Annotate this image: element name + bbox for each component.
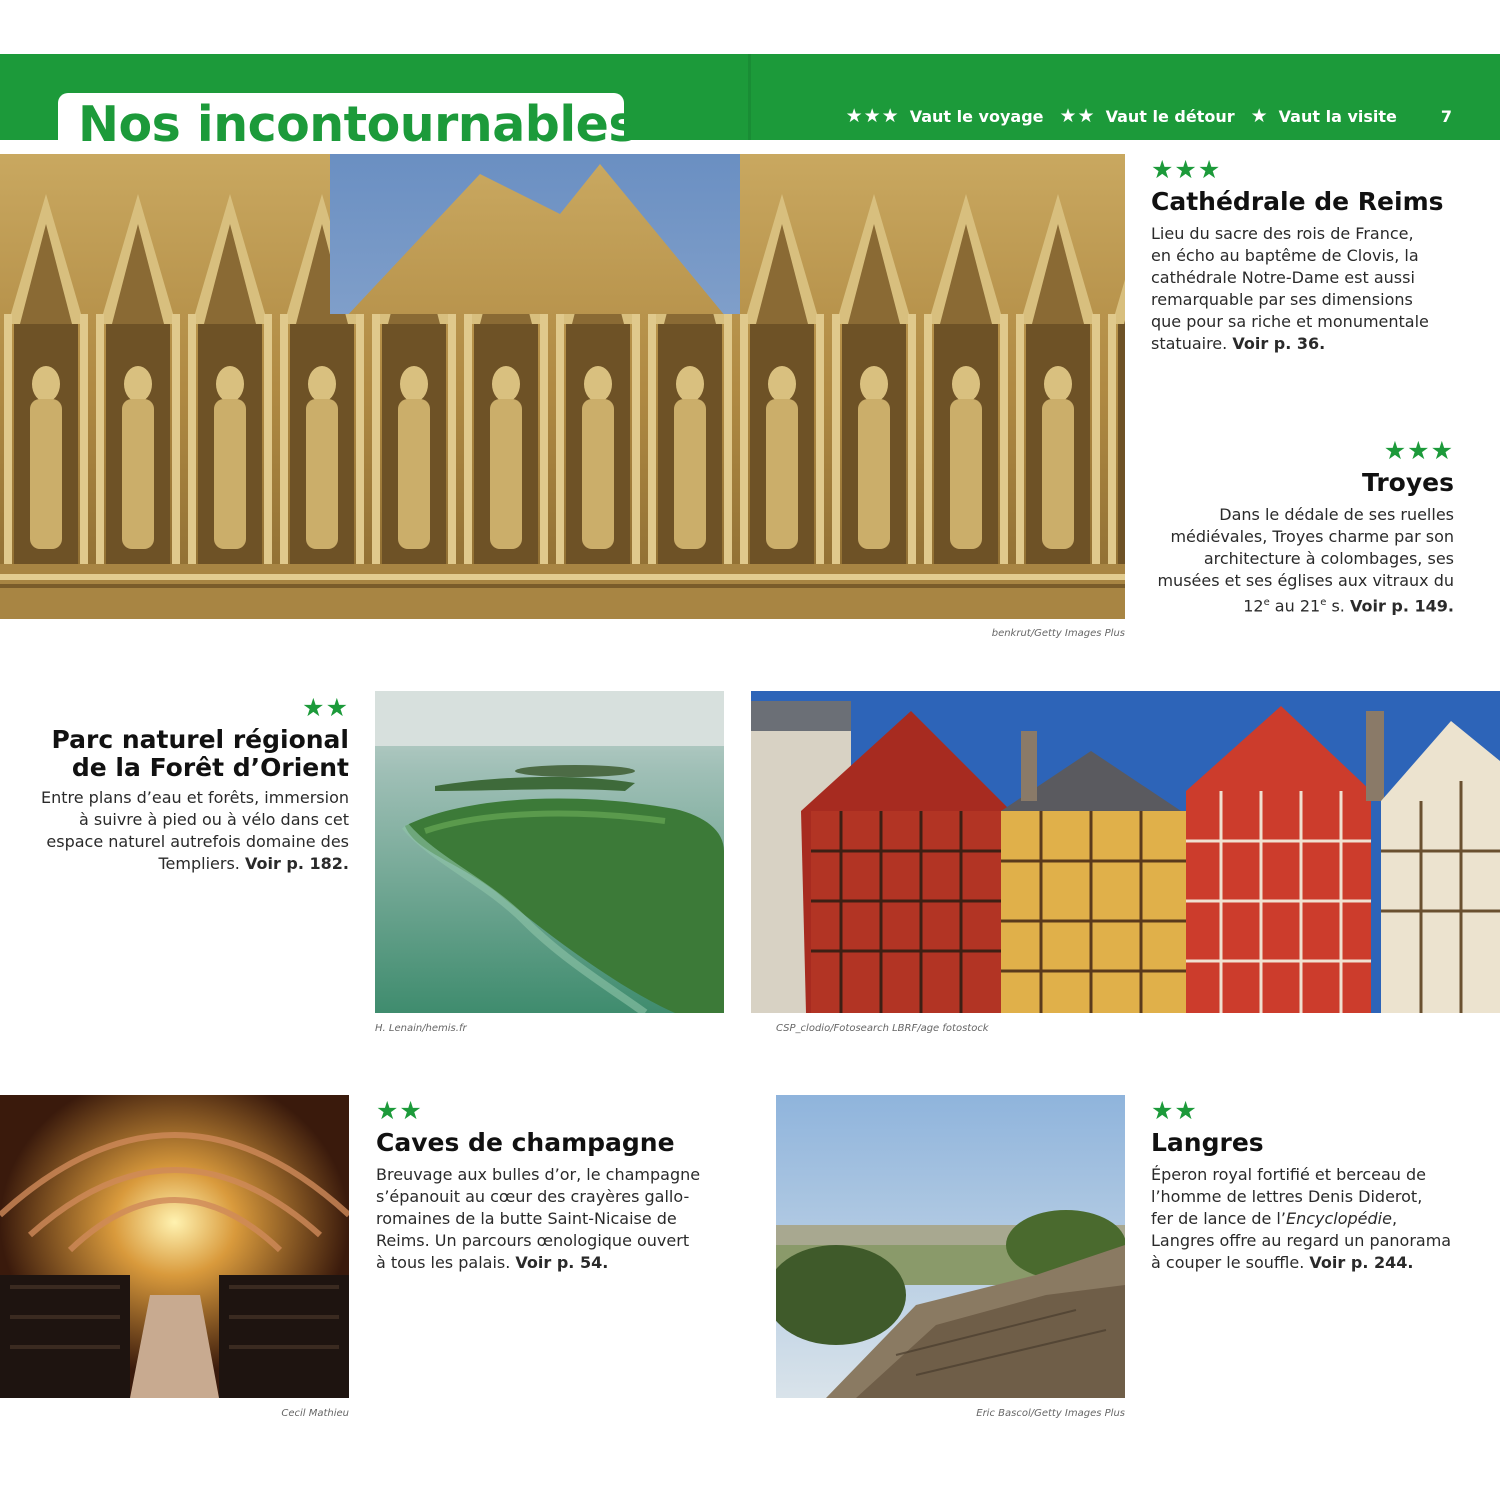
photo-credit-langres: Eric Bascol/Getty Images Plus	[976, 1408, 1125, 1419]
legend-label-voyage: Vaut le voyage	[909, 106, 1044, 126]
desc-line: s.	[1326, 596, 1345, 616]
desc-line: Templiers.	[158, 854, 240, 873]
desc-line: Éperon royal fortifié et berceau de	[1151, 1165, 1426, 1184]
desc-line: à tous les palais.	[376, 1253, 511, 1272]
desc-line: à suivre à pied ou à vélo dans cet	[79, 810, 349, 829]
century-number: 12	[1243, 596, 1264, 616]
desc-line: espace naturel autrefois domaine des	[46, 832, 349, 851]
entry-description	[1134, 504, 1454, 617]
two-stars-icon: ★★	[376, 1096, 423, 1125]
page-gutter	[748, 54, 751, 140]
star-legend	[846, 104, 1452, 128]
desc-line: Lieu du sacre des rois de France,	[1151, 224, 1414, 243]
photo-credit-cellar: Cecil Mathieu	[281, 1408, 349, 1419]
desc-line: en écho au baptême de Clovis, la	[1151, 246, 1419, 265]
page-reference: Voir p. 54.	[515, 1253, 609, 1272]
two-stars-icon: ★★	[1151, 1096, 1198, 1125]
page-reference: Voir p. 182.	[244, 854, 349, 873]
desc-line: que pour sa riche et monumentale	[1151, 312, 1429, 331]
legend-one-star-icon: ★	[1250, 105, 1269, 127]
entry-langres	[1151, 1097, 1471, 1274]
desc-line: ,	[1391, 1209, 1398, 1228]
cathedral-photo	[0, 154, 1125, 619]
entry-cathedrale-reims	[1151, 156, 1471, 355]
ordinal-suffix: e	[1320, 597, 1327, 608]
desc-line: cathédrale Notre-Dame est aussi	[1151, 268, 1415, 287]
champagne-cellar-photo	[0, 1095, 349, 1398]
desc-line: Entre plans d’eau et forêts, immersion	[41, 788, 349, 807]
photo-credit-lake: H. Lenain/hemis.fr	[375, 1023, 467, 1034]
entry-title	[19, 726, 349, 782]
century-number: au 21	[1269, 596, 1321, 616]
two-stars-icon: ★★	[302, 693, 349, 722]
photo-credit-houses: CSP_clodio/Fotosearch LBRF/age fotostock	[776, 1023, 989, 1034]
entry-caves-champagne	[376, 1097, 716, 1274]
desc-line: musées et ses églises aux vitraux du	[1157, 571, 1454, 590]
legend-label-detour: Vaut le détour	[1105, 106, 1235, 126]
three-stars-icon: ★★★	[1151, 155, 1222, 184]
legend-two-stars-icon: ★★	[1059, 105, 1096, 127]
desc-line: médiévales, Troyes charme par son	[1170, 527, 1454, 546]
photo-credit-cathedral: benkrut/Getty Images Plus	[991, 628, 1125, 639]
desc-line: Breuvage aux bulles d’or, le champagne	[376, 1165, 701, 1184]
page-reference: Voir p. 36.	[1232, 334, 1326, 353]
entry-description	[1151, 223, 1471, 355]
title-line: Parc naturel régional	[51, 725, 349, 754]
entry-title: Troyes	[1362, 468, 1454, 497]
desc-line: s’épanouit au cœur des crayères gallo-	[376, 1187, 690, 1206]
entry-troyes	[1134, 437, 1454, 617]
entry-description	[19, 787, 349, 875]
page-number: 7	[1440, 106, 1452, 126]
entry-description	[1151, 1164, 1471, 1274]
langres-panorama-photo	[776, 1095, 1125, 1398]
three-stars-icon: ★★★	[1383, 436, 1454, 465]
entry-title: Cathédrale de Reims	[1151, 187, 1444, 216]
desc-line: Reims. Un parcours œnologique ouvert	[376, 1231, 690, 1250]
entry-title: Langres	[1151, 1128, 1264, 1157]
desc-line: statuaire.	[1151, 334, 1228, 353]
lake-aerial-photo	[375, 691, 724, 1013]
desc-line: romaines de la butte Saint-Nicaise de	[376, 1209, 677, 1228]
book-title: Encyclopédie	[1285, 1209, 1392, 1228]
page-title: Nos incontournables	[78, 96, 638, 153]
title-line: de la Forêt d’Orient	[71, 753, 349, 782]
desc-line: l’homme de lettres Denis Diderot,	[1151, 1187, 1423, 1206]
desc-line: architecture à colombages, ses	[1203, 549, 1454, 568]
page-reference: Voir p. 244.	[1309, 1253, 1414, 1272]
entry-foret-orient	[19, 694, 349, 875]
legend-three-stars-icon: ★★★	[845, 105, 900, 127]
desc-line: à couper le souffle.	[1151, 1253, 1305, 1272]
desc-line: fer de lance de l’	[1151, 1209, 1286, 1228]
desc-line: Langres offre au regard un panorama	[1151, 1231, 1452, 1250]
desc-line: remarquable par ses dimensions	[1151, 290, 1413, 309]
desc-line: Dans le dédale de ses ruelles	[1219, 505, 1454, 524]
ordinal-suffix: e	[1263, 597, 1270, 608]
page-reference: Voir p. 149.	[1349, 596, 1454, 616]
legend-label-visite: Vaut la visite	[1278, 106, 1397, 126]
entry-title: Caves de champagne	[376, 1128, 675, 1157]
half-timbered-houses-photo	[751, 691, 1500, 1013]
entry-description	[376, 1164, 716, 1274]
